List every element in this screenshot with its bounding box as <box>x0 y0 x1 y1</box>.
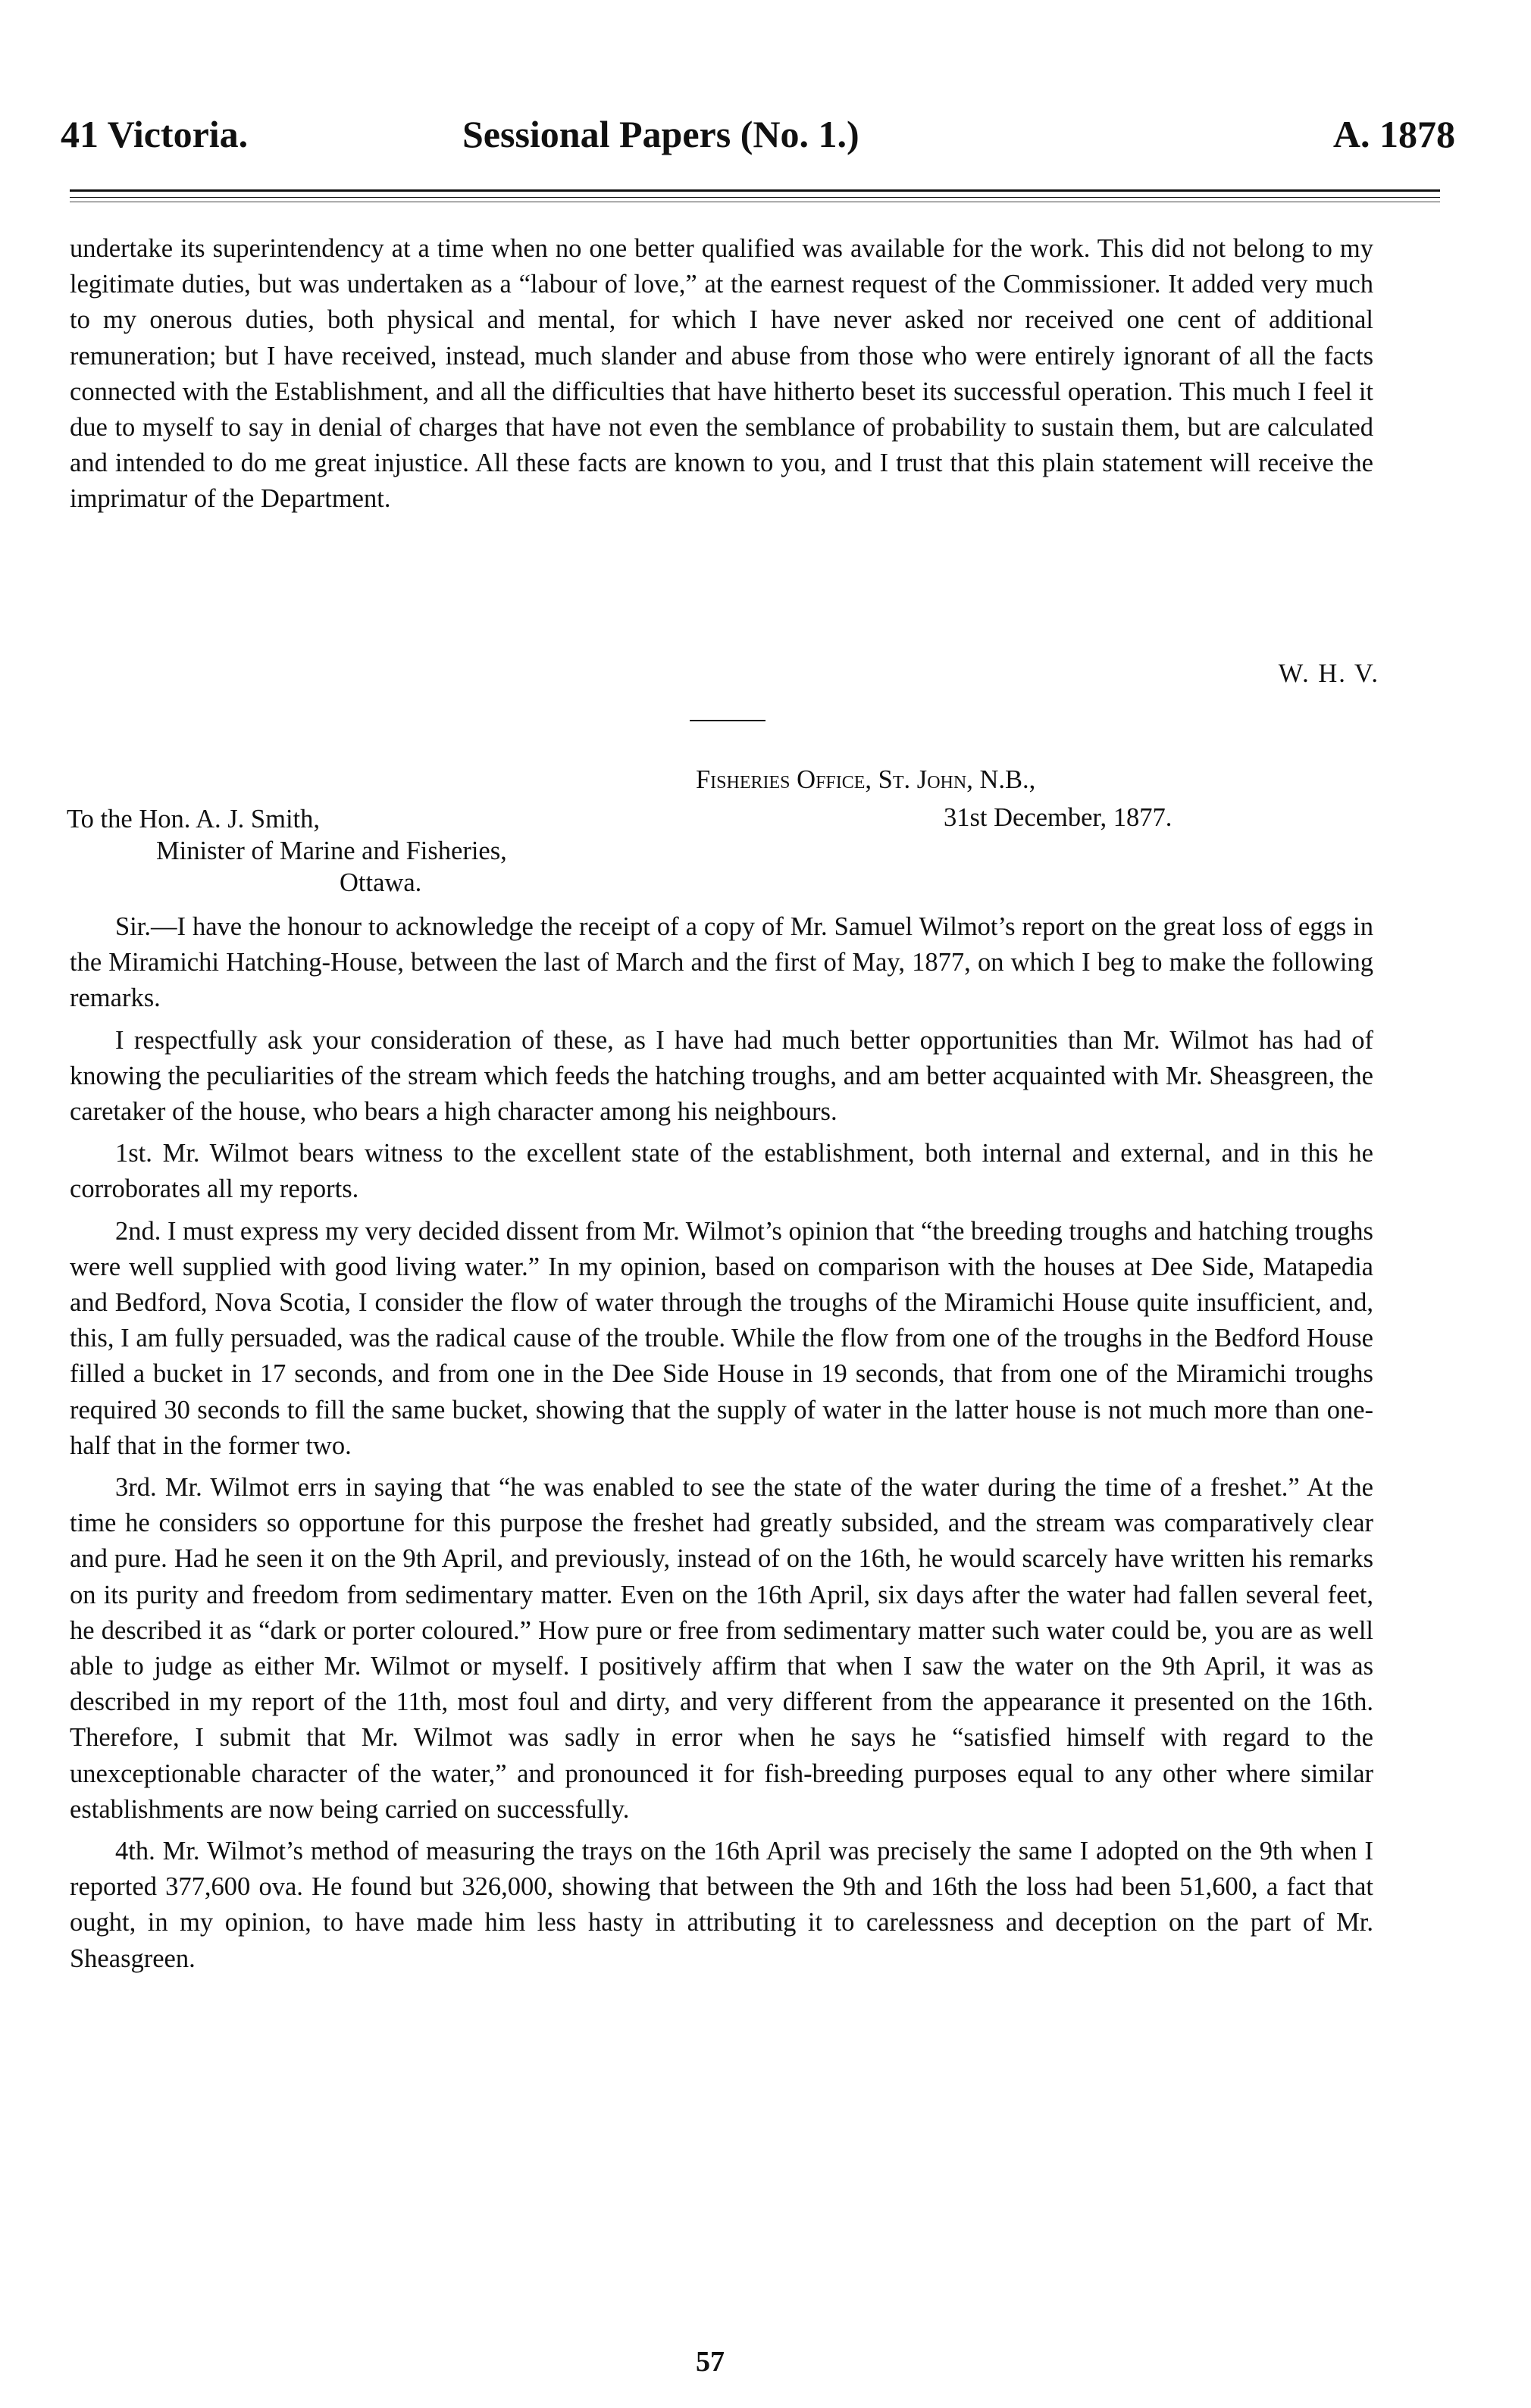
continued-paragraph <box>70 231 1373 518</box>
header-rule-thin <box>70 197 1440 198</box>
address-line-2: Minister of Marine and Fisheries, <box>156 837 507 865</box>
letter-date: 31st December, 1877. <box>944 803 1173 832</box>
header-volume: 41 Victoria. <box>61 113 249 155</box>
running-header <box>61 112 1455 173</box>
section-divider <box>690 720 766 721</box>
letter-paragraph: 3rd. Mr. Wilmot errs in saying that “he was enabled to see the state of the water during the time of a freshet.” At the time he considers so opportune for this purpose the freshet had greatly subsided, and the stream was comparatively clear and pure. Had he seen it on the 9th April, and previously, instead of on the 16th, he would scarcely have written his remarks on its purity and freedom from sedimentary matter. Even on the 16th April, six days after the water had fallen several feet, he described it as “dark or porter coloured.” How pure or free from sedimentary matter such water could be, you are as well able to judge as either Mr. Wilmot or myself. I positively affirm that when I saw the water on the 9th April, it was as described in my report of the 11th, most foul and dirty, and very different from the appearance it presented on the 16th. Therefore, I submit that Mr. Wilmot was sadly in error when he says he “satisfied himself with regard to the unexceptionable character of the water,” and pronounced it for fish-breeding purposes equal to any other where similar establishments are now being carried on successfully. <box>70 1473 1373 1824</box>
header-rule <box>70 189 1440 192</box>
address-block <box>67 803 507 899</box>
address-line-1: To the Hon. A. J. Smith, <box>67 805 320 833</box>
letter-paragraph: 2nd. I must express my very decided dissent from Mr. Wilmot’s opinion that “the breeding troughs and hatching troughs were well supplied with good living water.” In my opinion, based on comparison with the houses at Dee Side, Matapedia and Bedford, Nova Scotia, I consider the flow of water through the troughs of the Miramichi House quite insufficient, and, this, I am fully persuaded, was the radical cause of the trouble. While the flow from one of the troughs in the Bedford House filled a bucket in 17 seconds, and from one in the Dee Side House in 19 seconds, that from one of the Miramichi troughs required 30 seconds to fill the same bucket, showing that the supply of water in the latter house is not much more than one-half that in the former two. <box>70 1216 1373 1460</box>
letter-paragraph: I respectfully ask your consideration of these, as I have had much better opportunities than Mr. Wilmot has had of knowing the peculiarities of the stream which feeds the hatching troughs, and am better acquainted with Mr. Sheasgreen, the caretaker of the house, who bears a high character among his neighbours. <box>70 1025 1373 1127</box>
address-line-3: Ottawa. <box>340 868 422 897</box>
office-line: Fisheries Office, St. John, N.B., <box>696 765 1036 794</box>
header-title: Sessional Papers (No. 1.) <box>462 113 859 155</box>
page-number: 57 <box>696 2346 725 2378</box>
header-year: A. 1878 <box>1332 113 1455 155</box>
letter-body <box>70 909 1373 1983</box>
letter-paragraph: 1st. Mr. Wilmot bears witness to the excellent state of the establishment, both internal and external, and in this he corroborates all my reports. <box>70 1139 1373 1204</box>
paragraph-text: undertake its superintendency at a time when no one better qualified was available for the work. This did not belong to my legitimate duties, but was undertaken as a “labour of love,” at the earnest request of the Commissioner. It added very much to my onerous duties, both physical and mental, for which I have never asked nor received one cent of additional remuneration; but I have received, instead, much slander and abuse from those who were entirely ignorant of all the facts connected with the Establishment, and all the difficulties that have hitherto beset its successful operation. This much I feel it due to myself to say in denial of charges that have not even the semblance of probability to sustain them, but are calculated and intended to do me great injustice. All these facts are known to you, and I trust that this plain statement will receive the imprimatur of the Department. <box>70 234 1373 514</box>
signature: W. H. V. <box>1278 659 1379 688</box>
letter-paragraph: 4th. Mr. Wilmot’s method of measuring the trays on the 16th April was precisely the same I adopted on the 9th when I reported 377,600 ova. He found but 326,000, showing that between the 9th and 16th the loss had been 51,600, a fact that ought, in my opinion, to have made him less hasty in attributing it to carelessness and deception on the part of Mr. Sheasgreen. <box>70 1837 1373 1973</box>
letter-paragraph: Sir.—I have the honour to acknowledge the receipt of a copy of Mr. Samuel Wilmot’s report on the great loss of eggs in the Miramichi Hatching-House, between the last of March and the first of May, 1877, on which I beg to make the following remarks. <box>70 912 1373 1013</box>
